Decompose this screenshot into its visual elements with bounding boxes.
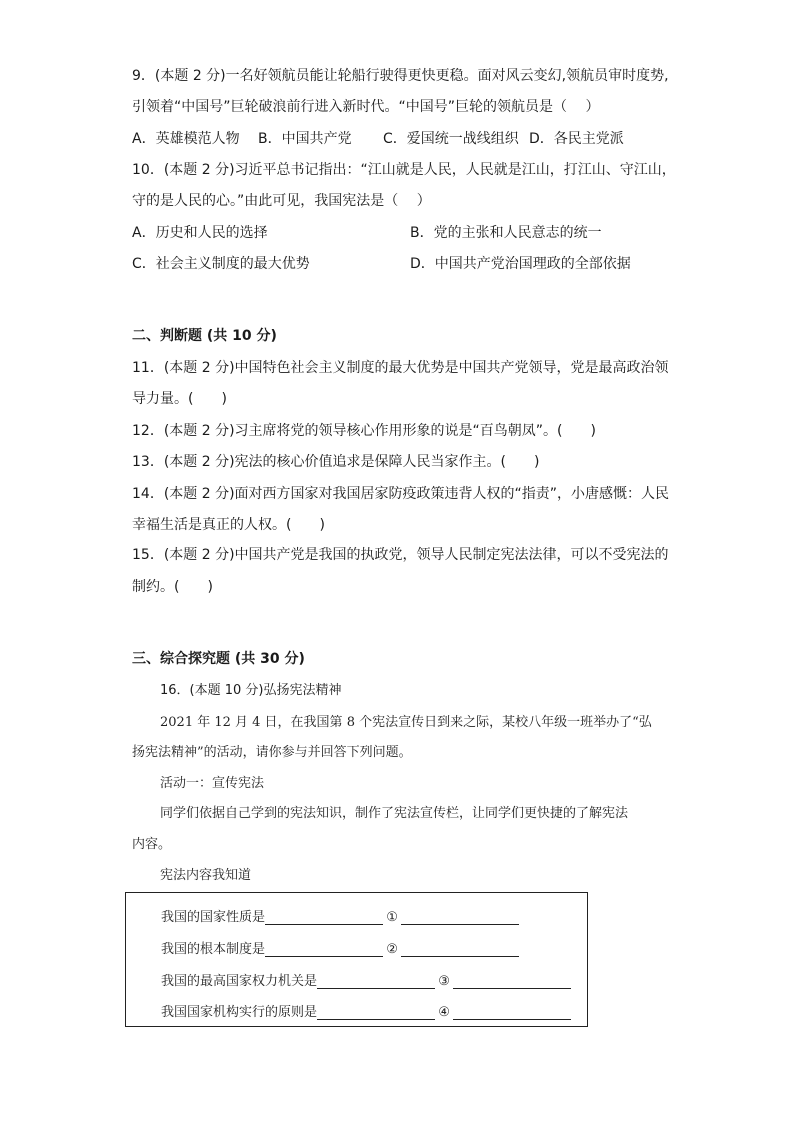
q9-option-b: B．中国共产党 <box>258 131 352 147</box>
q12: 12．(本题 2 分)习主席将党的领导核心作用形象的说是“百鸟朝凤”。( ) <box>132 423 596 439</box>
q15-line2: 制约。( ) <box>132 579 213 595</box>
answer-marker: ④ <box>438 1005 450 1020</box>
q16-title: 16．(本题 10 分)弘扬宪法精神 <box>160 683 342 698</box>
q9-line2: 引领着“中国号”巨轮破浪前行进入新时代。“中国号”巨轮的领航员是（ ） <box>132 99 600 115</box>
box-row-label: 我国的根本制度是 <box>161 942 266 957</box>
answer-marker: ③ <box>438 974 450 989</box>
box-row-label: 我国的国家性质是 <box>161 910 266 925</box>
box-row-2 <box>161 938 519 957</box>
q10-line2: 守的是人民的心。”由此可见，我国宪法是（ ） <box>132 193 431 209</box>
q16-intro-line2: 扬宪法精神”的活动，请你参与并回答下列问题。 <box>132 745 412 760</box>
answer-blank <box>453 1005 571 1020</box>
q11-line1: 11．(本题 2 分)中国特色社会主义制度的最大优势是中国共产党领导，党是最高政治领 <box>132 360 669 376</box>
q14-line2: 幸福生活是真正的人权。( ) <box>132 517 325 533</box>
answer-blank <box>265 910 383 925</box>
q15-line1: 15．(本题 2 分)中国共产党是我国的执政党，领导人民制定宪法法律，可以不受宪法的 <box>132 547 669 563</box>
q11-line2: 导力量。( ) <box>132 391 227 407</box>
answer-marker: ② <box>386 942 398 957</box>
answer-blank <box>265 942 383 957</box>
answer-blank <box>317 1005 435 1020</box>
q16-intro-line1: 2021 年 12 月 4 日，在我国第 8 个宪法宣传日到来之际，某校八年级一班举办了“弘 <box>160 715 652 730</box>
q9-option-d: D．各民主党派 <box>529 131 624 147</box>
box-title: 宪法内容我知道 <box>160 868 252 883</box>
box-row-4 <box>161 1001 571 1020</box>
constitution-info-box <box>125 892 588 1027</box>
answer-blank <box>317 974 435 989</box>
q10-line1: 10．(本题 2 分)习近平总书记指出：“江山就是人民，人民就是江山，打江山、守江山， <box>132 162 676 178</box>
activity1-desc-line2: 内容。 <box>132 837 172 852</box>
activity1-desc-line1: 同学们依据自己学到的宪法知识，制作了宪法宣传栏，让同学们更快捷的了解宪法 <box>160 806 629 821</box>
q10-option-c: C．社会主义制度的最大优势 <box>132 256 310 272</box>
box-row-3 <box>161 970 571 989</box>
q10-option-a: A．历史和人民的选择 <box>132 225 268 241</box>
answer-blank <box>401 910 519 925</box>
q10-option-d: D．中国共产党治国理政的全部依据 <box>410 256 631 272</box>
box-row-1 <box>161 906 519 925</box>
answer-blank <box>401 942 519 957</box>
section3-heading: 三、综合探究题 (共 30 分) <box>132 651 305 667</box>
q14-line1: 14．(本题 2 分)面对西方国家对我国居家防疫政策违背人权的“指责”，小唐感慨：人民 <box>132 486 670 502</box>
activity1-label: 活动一：宣传宪法 <box>160 776 265 791</box>
answer-blank <box>453 974 571 989</box>
box-row-label: 我国国家机构实行的原则是 <box>161 1005 318 1020</box>
section2-heading: 二、判断题 (共 10 分) <box>132 328 277 344</box>
q9-option-a: A．英雄模范人物 <box>132 131 240 147</box>
q13: 13．(本题 2 分)宪法的核心价值追求是保障人民当家作主。( ) <box>132 454 540 470</box>
q9-line1: 9．(本题 2 分)一名好领航员能让轮船行驶得更快更稳。面对风云变幻,领航员审时度势, <box>132 68 669 84</box>
q9-option-c: C．爱国统一战线组织 <box>383 131 519 147</box>
answer-marker: ① <box>386 910 398 925</box>
q10-option-b: B．党的主张和人民意志的统一 <box>410 225 602 241</box>
box-row-label: 我国的最高国家权力机关是 <box>161 974 318 989</box>
